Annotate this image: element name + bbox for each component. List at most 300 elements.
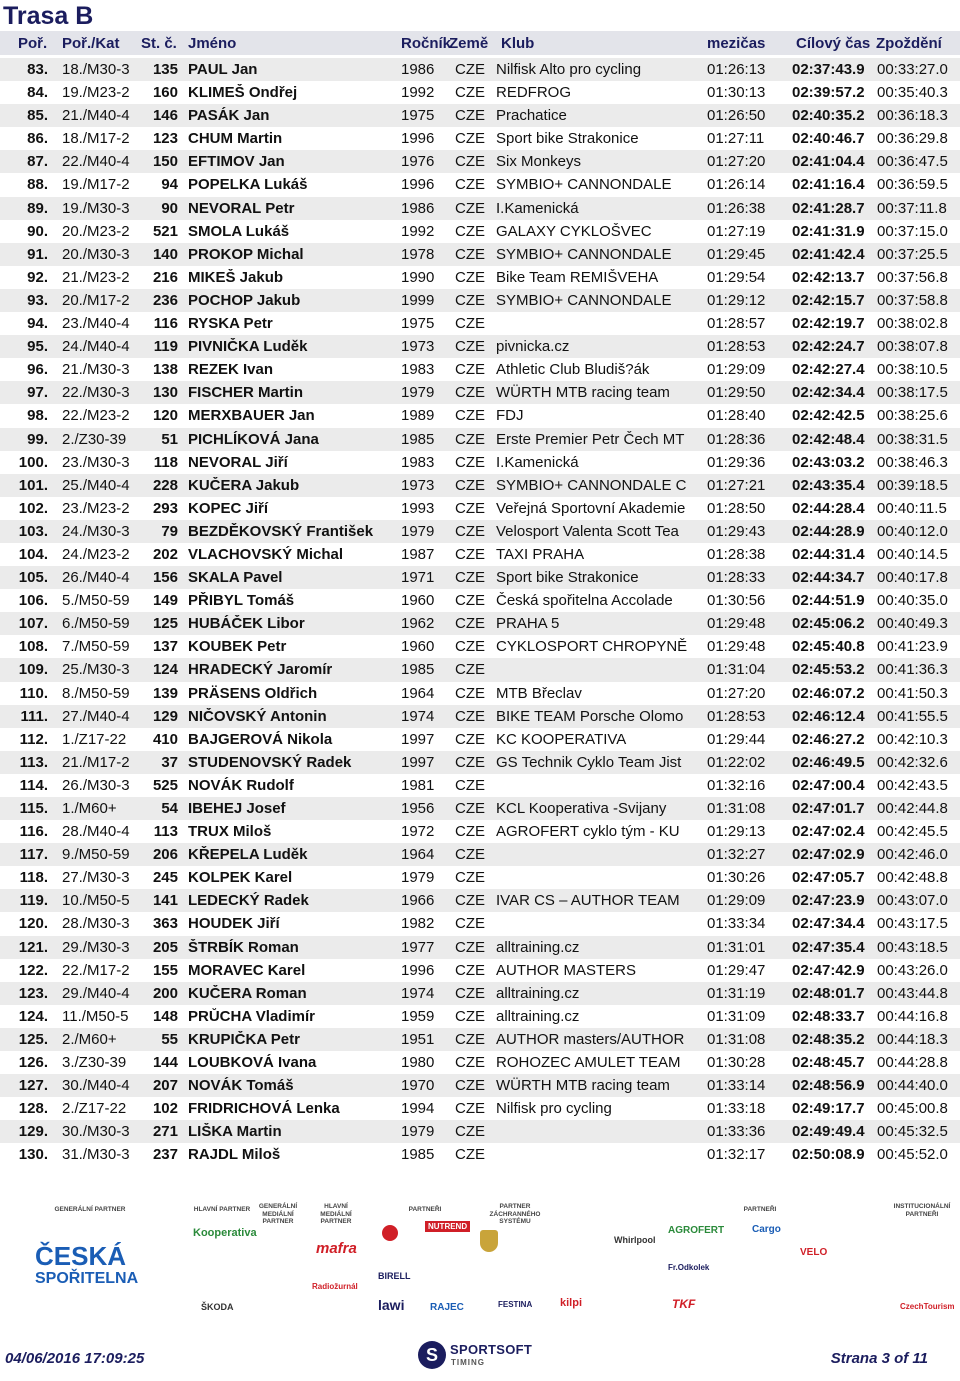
split-time-cell: 01:31:19 bbox=[707, 984, 766, 1002]
gap-cell: 00:42:46.0 bbox=[877, 846, 948, 864]
rank-cell: 115. bbox=[19, 800, 48, 817]
country-cell: CZE bbox=[455, 1030, 485, 1048]
bib-cell: 525 bbox=[152, 776, 178, 794]
bib-cell: 125 bbox=[152, 615, 178, 633]
split-time-cell: 01:27:20 bbox=[707, 153, 766, 171]
rank-cell: 109. bbox=[18, 661, 48, 679]
finish-time-cell: 02:44:51.9 bbox=[792, 592, 865, 610]
birth-year-cell: 1964 bbox=[401, 684, 435, 702]
result-row bbox=[0, 1051, 960, 1074]
category-rank-cell: 22./M30-3 bbox=[62, 384, 130, 402]
finish-time-cell: 02:42:24.7 bbox=[792, 338, 865, 356]
result-row bbox=[0, 820, 960, 843]
rank-cell: 88. bbox=[27, 176, 48, 194]
club-cell: Six Monkeys bbox=[496, 153, 582, 171]
bib-cell: 216 bbox=[152, 268, 178, 286]
name-cell: MORAVEC Karel bbox=[188, 961, 306, 979]
name-cell: PŘIBYL Tomáš bbox=[188, 592, 295, 610]
rank-cell: 117. bbox=[19, 846, 48, 864]
bib-cell: 54 bbox=[161, 800, 178, 817]
bib-cell: 139 bbox=[152, 684, 178, 702]
finish-time-cell: 02:39:57.2 bbox=[792, 84, 865, 102]
gap-cell: 00:45:52.0 bbox=[877, 1146, 948, 1164]
specialized-logo-icon bbox=[382, 1225, 398, 1241]
result-row bbox=[0, 474, 960, 497]
split-time-cell: 01:29:12 bbox=[707, 291, 766, 309]
result-row bbox=[0, 959, 960, 982]
finish-time-cell: 02:44:34.7 bbox=[792, 569, 865, 587]
gap-cell: 00:40:11.5 bbox=[877, 499, 947, 517]
finish-time-cell: 02:37:43.9 bbox=[792, 61, 865, 78]
name-cell: PRÄSENS Oldřich bbox=[188, 684, 318, 702]
club-cell: Erste Premier Petr Čech MT bbox=[496, 430, 685, 448]
category-rank-cell: 21./M23-2 bbox=[62, 268, 130, 286]
category-rank-cell: 7./M50-59 bbox=[62, 638, 130, 656]
gap-cell: 00:37:56.8 bbox=[877, 268, 948, 286]
country-cell: CZE bbox=[455, 245, 485, 263]
rank-cell: 116. bbox=[19, 823, 48, 841]
column-header-year: Ročník bbox=[401, 35, 452, 52]
gap-cell: 00:42:45.5 bbox=[877, 823, 948, 841]
birth-year-cell: 1996 bbox=[401, 961, 435, 979]
split-time-cell: 01:26:13 bbox=[707, 61, 766, 78]
result-row bbox=[0, 243, 960, 266]
split-time-cell: 01:30:13 bbox=[707, 84, 766, 102]
finish-time-cell: 02:48:45.7 bbox=[792, 1054, 865, 1072]
finish-time-cell: 02:47:02.4 bbox=[792, 823, 865, 841]
name-cell: KOPEC Jiří bbox=[188, 499, 269, 517]
gap-cell: 00:44:40.0 bbox=[877, 1077, 948, 1095]
country-cell: CZE bbox=[455, 984, 485, 1002]
rank-cell: 83. bbox=[27, 61, 48, 78]
bib-cell: 236 bbox=[152, 291, 178, 309]
birth-year-cell: 1981 bbox=[401, 776, 435, 794]
rank-cell: 123. bbox=[18, 984, 48, 1002]
name-cell: PRŮCHA Vladimír bbox=[188, 1007, 315, 1025]
gap-cell: 00:38:46.3 bbox=[877, 453, 948, 471]
bib-cell: 79 bbox=[161, 522, 178, 540]
finish-time-cell: 02:46:12.4 bbox=[792, 707, 865, 725]
result-row bbox=[0, 543, 960, 566]
bib-cell: 116 bbox=[153, 315, 178, 333]
club-cell: AUTHOR masters/AUTHOR bbox=[496, 1030, 685, 1048]
category-rank-cell: 28./M30-3 bbox=[62, 915, 130, 933]
country-cell: CZE bbox=[455, 338, 485, 356]
rank-cell: 104. bbox=[18, 545, 48, 563]
gap-cell: 00:42:32.6 bbox=[877, 753, 948, 771]
skoda-logo: ŠKODA bbox=[201, 1302, 234, 1312]
rank-cell: 130. bbox=[18, 1146, 48, 1164]
country-cell: CZE bbox=[455, 107, 485, 125]
country-cell: CZE bbox=[455, 1007, 485, 1025]
name-cell: LIŠKA Martin bbox=[188, 1123, 282, 1141]
bib-cell: 138 bbox=[152, 361, 178, 379]
country-cell: CZE bbox=[455, 61, 485, 78]
finish-time-cell: 02:46:49.5 bbox=[792, 753, 865, 771]
name-cell: BEZDĚKOVSKÝ František bbox=[188, 522, 374, 540]
name-cell: PIVNIČKA Luděk bbox=[188, 338, 308, 356]
bib-cell: 206 bbox=[152, 846, 178, 864]
country-cell: CZE bbox=[455, 499, 485, 517]
club-cell: SYMBIO+ CANNONDALE C bbox=[496, 476, 687, 494]
gap-cell: 00:36:18.3 bbox=[877, 107, 948, 125]
result-row bbox=[0, 451, 960, 474]
birth-year-cell: 1985 bbox=[401, 430, 435, 448]
club-cell: AUTHOR MASTERS bbox=[496, 961, 637, 979]
lawi-logo: lawi bbox=[378, 1297, 405, 1313]
name-cell: PAUL Jan bbox=[188, 61, 258, 78]
bib-cell: 123 bbox=[152, 130, 178, 148]
birth-year-cell: 1973 bbox=[401, 476, 435, 494]
birth-year-cell: 1962 bbox=[401, 615, 435, 633]
category-rank-cell: 22./M23-2 bbox=[62, 407, 130, 425]
gap-cell: 00:38:07.8 bbox=[877, 338, 948, 356]
country-cell: CZE bbox=[455, 869, 485, 887]
gap-cell: 00:42:44.8 bbox=[877, 800, 948, 817]
result-row bbox=[0, 104, 960, 127]
country-cell: CZE bbox=[455, 638, 485, 656]
name-cell: PASÁK Jan bbox=[188, 107, 270, 125]
birth-year-cell: 1977 bbox=[401, 938, 435, 956]
label-partners-1: PARTNEŘI bbox=[408, 1206, 442, 1213]
label-main-partner: HLAVNÍ PARTNER bbox=[193, 1206, 251, 1213]
column-header-name: Jméno bbox=[188, 35, 237, 52]
result-row bbox=[0, 982, 960, 1005]
gap-cell: 00:40:14.5 bbox=[877, 545, 948, 563]
country-cell: CZE bbox=[455, 661, 485, 679]
birth-year-cell: 1996 bbox=[401, 176, 435, 194]
birth-year-cell: 1964 bbox=[401, 846, 435, 864]
split-time-cell: 01:26:14 bbox=[707, 176, 766, 194]
category-rank-cell: 18./M30-3 bbox=[62, 61, 130, 78]
club-cell: Sport bike Strakonice bbox=[496, 130, 639, 148]
split-time-cell: 01:22:02 bbox=[707, 753, 766, 771]
birth-year-cell: 1986 bbox=[401, 61, 435, 78]
category-rank-cell: 18./M17-2 bbox=[62, 130, 130, 148]
club-cell: REDFROG bbox=[496, 84, 571, 102]
rank-cell: 90. bbox=[27, 222, 48, 240]
bib-cell: 410 bbox=[152, 730, 178, 748]
category-rank-cell: 11./M50-5 bbox=[62, 1007, 129, 1025]
bib-cell: 155 bbox=[152, 961, 178, 979]
rank-cell: 98. bbox=[27, 407, 48, 425]
club-cell: Nilfisk pro cycling bbox=[496, 1100, 612, 1118]
bib-cell: 113 bbox=[153, 823, 178, 841]
category-rank-cell: 2./Z17-22 bbox=[62, 1100, 127, 1118]
country-cell: CZE bbox=[455, 823, 485, 841]
result-row bbox=[0, 127, 960, 150]
finish-time-cell: 02:45:40.8 bbox=[792, 638, 865, 656]
result-row bbox=[0, 1120, 960, 1143]
label-general-media-partner: GENERÁLNÍ MEDIÁLNÍ PARTNER bbox=[258, 1203, 298, 1225]
birth-year-cell: 1992 bbox=[401, 84, 435, 102]
club-cell: CYKLOSPORT CHROPYNĚ bbox=[496, 638, 688, 656]
category-rank-cell: 20./M17-2 bbox=[62, 291, 130, 309]
result-row bbox=[0, 1143, 960, 1166]
rank-cell: 124. bbox=[18, 1007, 48, 1025]
country-cell: CZE bbox=[455, 199, 485, 217]
result-row bbox=[0, 682, 960, 705]
club-cell: KCL Kooperativa -Svijany bbox=[496, 800, 667, 817]
rank-cell: 126. bbox=[18, 1054, 48, 1072]
category-rank-cell: 20./M30-3 bbox=[62, 245, 130, 263]
bib-cell: 118 bbox=[153, 453, 178, 471]
result-row bbox=[0, 936, 960, 959]
country-cell: CZE bbox=[455, 1123, 485, 1141]
category-rank-cell: 19./M23-2 bbox=[62, 84, 130, 102]
birth-year-cell: 1983 bbox=[401, 453, 435, 471]
finish-time-cell: 02:41:28.7 bbox=[792, 199, 865, 217]
category-rank-cell: 26./M30-3 bbox=[62, 776, 130, 794]
gap-cell: 00:42:10.3 bbox=[877, 730, 948, 748]
name-cell: KOLPEK Karel bbox=[188, 869, 293, 887]
bib-cell: 207 bbox=[152, 1077, 178, 1095]
gap-cell: 00:36:29.8 bbox=[877, 130, 948, 148]
rank-cell: 110. bbox=[19, 684, 48, 702]
gap-cell: 00:33:27.0 bbox=[877, 61, 948, 78]
club-cell: FDJ bbox=[496, 407, 524, 425]
name-cell: NEVORAL Jiří bbox=[188, 453, 288, 471]
result-row bbox=[0, 866, 960, 889]
birth-year-cell: 1990 bbox=[401, 268, 435, 286]
category-rank-cell: 27./M40-4 bbox=[62, 707, 130, 725]
club-cell: BIKE TEAM Porsche Olomo bbox=[496, 707, 684, 725]
finish-time-cell: 02:43:35.4 bbox=[792, 476, 865, 494]
country-cell: CZE bbox=[455, 130, 485, 148]
category-rank-cell: 22./M40-4 bbox=[62, 153, 130, 171]
country-cell: CZE bbox=[455, 476, 485, 494]
category-rank-cell: 23./M23-2 bbox=[62, 499, 130, 517]
result-row bbox=[0, 774, 960, 797]
coat-of-arms-icon bbox=[480, 1230, 498, 1252]
column-header-rank: Poř. bbox=[18, 35, 48, 52]
finish-time-cell: 02:41:16.4 bbox=[792, 176, 865, 194]
country-cell: CZE bbox=[455, 1077, 485, 1095]
finish-time-cell: 02:47:00.4 bbox=[792, 776, 865, 794]
gap-cell: 00:35:40.3 bbox=[877, 84, 948, 102]
bib-cell: 293 bbox=[152, 499, 178, 517]
split-time-cell: 01:32:17 bbox=[707, 1146, 766, 1164]
split-time-cell: 01:29:36 bbox=[707, 453, 766, 471]
rank-cell: 112. bbox=[19, 730, 48, 748]
rank-cell: 122. bbox=[18, 961, 48, 979]
rank-cell: 119. bbox=[19, 892, 48, 910]
gap-cell: 00:45:32.5 bbox=[877, 1123, 948, 1141]
split-time-cell: 01:29:13 bbox=[707, 823, 766, 841]
country-cell: CZE bbox=[455, 938, 485, 956]
cargo-logo: Cargo bbox=[752, 1224, 781, 1235]
club-cell: Nilfisk Alto pro cycling bbox=[496, 61, 642, 78]
result-row bbox=[0, 1097, 960, 1120]
split-time-cell: 01:27:19 bbox=[707, 222, 766, 240]
bib-cell: 90 bbox=[161, 199, 178, 217]
birth-year-cell: 1987 bbox=[401, 545, 435, 563]
column-header-club: Klub bbox=[501, 35, 535, 52]
result-row bbox=[0, 612, 960, 635]
gap-cell: 00:39:18.5 bbox=[877, 476, 948, 494]
club-cell: alltraining.cz bbox=[496, 1007, 580, 1025]
category-rank-cell: 24./M23-2 bbox=[62, 545, 130, 563]
category-rank-cell: 1./Z17-22 bbox=[62, 730, 127, 748]
gap-cell: 00:41:36.3 bbox=[877, 661, 948, 679]
country-cell: CZE bbox=[455, 545, 485, 563]
result-row bbox=[0, 728, 960, 751]
column-header-gap: Zpoždění bbox=[876, 35, 942, 52]
name-cell: PROKOP Michal bbox=[188, 245, 304, 263]
kooperativa-logo: Kooperativa bbox=[193, 1227, 257, 1239]
finish-time-cell: 02:49:49.4 bbox=[792, 1123, 865, 1141]
name-cell: LEDECKÝ Radek bbox=[188, 892, 309, 910]
club-cell: ROHOZEC AMULET TEAM bbox=[496, 1054, 681, 1072]
gap-cell: 00:43:44.8 bbox=[877, 984, 948, 1002]
birth-year-cell: 1979 bbox=[401, 384, 435, 402]
club-cell: I.Kamenická bbox=[496, 453, 579, 471]
czechtourism-logo: CzechTourism bbox=[900, 1302, 955, 1311]
country-cell: CZE bbox=[455, 961, 485, 979]
rank-cell: 120. bbox=[18, 915, 48, 933]
country-cell: CZE bbox=[455, 222, 485, 240]
split-time-cell: 01:28:53 bbox=[707, 338, 766, 356]
birth-year-cell: 1983 bbox=[401, 361, 435, 379]
gap-cell: 00:38:02.8 bbox=[877, 315, 948, 333]
ceska-sporitelna-logo: ČESKÁ bbox=[35, 1241, 127, 1271]
gap-cell: 00:40:12.0 bbox=[877, 522, 948, 540]
split-time-cell: 01:33:36 bbox=[707, 1123, 766, 1141]
finish-time-cell: 02:47:01.7 bbox=[792, 800, 865, 817]
country-cell: CZE bbox=[455, 753, 485, 771]
result-row bbox=[0, 1028, 960, 1051]
bib-cell: 521 bbox=[152, 222, 178, 240]
page-number: Strana 3 of 11 bbox=[830, 1350, 928, 1367]
birth-year-cell: 1992 bbox=[401, 222, 435, 240]
country-cell: CZE bbox=[455, 776, 485, 794]
finish-time-cell: 02:48:35.2 bbox=[792, 1030, 865, 1048]
birth-year-cell: 1985 bbox=[401, 1146, 435, 1164]
country-cell: CZE bbox=[455, 615, 485, 633]
finish-time-cell: 02:42:48.4 bbox=[792, 430, 865, 448]
category-rank-cell: 2./M60+ bbox=[62, 1030, 117, 1048]
split-time-cell: 01:29:48 bbox=[707, 615, 766, 633]
column-header-bib: St. č. bbox=[141, 35, 177, 52]
bib-cell: 245 bbox=[152, 869, 178, 887]
name-cell: NOVÁK Tomáš bbox=[188, 1077, 294, 1095]
finish-time-cell: 02:48:01.7 bbox=[792, 984, 865, 1002]
ceska-sporitelna-logo-sub: SPOŘITELNA bbox=[35, 1270, 139, 1287]
name-cell: NEVORAL Petr bbox=[188, 199, 295, 217]
name-cell: IBEHEJ Josef bbox=[188, 800, 286, 817]
finish-time-cell: 02:42:19.7 bbox=[792, 315, 865, 333]
name-cell: POPELKA Lukáš bbox=[188, 176, 308, 194]
bib-cell: 156 bbox=[152, 569, 178, 587]
country-cell: CZE bbox=[455, 1146, 485, 1164]
rank-cell: 108. bbox=[18, 638, 48, 656]
name-cell: RYSKA Petr bbox=[188, 315, 273, 333]
rank-cell: 102. bbox=[18, 499, 48, 517]
club-cell: Velosport Valenta Scott Tea bbox=[496, 522, 679, 540]
rank-cell: 127. bbox=[18, 1077, 48, 1095]
category-rank-cell: 19./M30-3 bbox=[62, 199, 130, 217]
sportsoft-icon: S bbox=[418, 1341, 446, 1369]
name-cell: KLIMEŠ Ondřej bbox=[188, 84, 298, 102]
birth-year-cell: 1959 bbox=[401, 1007, 435, 1025]
birth-year-cell: 1973 bbox=[401, 338, 435, 356]
country-cell: CZE bbox=[455, 268, 485, 286]
club-cell: TAXI PRAHA bbox=[496, 545, 585, 563]
split-time-cell: 01:26:50 bbox=[707, 107, 766, 125]
finish-time-cell: 02:46:07.2 bbox=[792, 684, 865, 702]
birth-year-cell: 1975 bbox=[401, 315, 435, 333]
finish-time-cell: 02:42:27.4 bbox=[792, 361, 865, 379]
birth-year-cell: 1997 bbox=[401, 730, 435, 748]
rank-cell: 105. bbox=[18, 569, 48, 587]
split-time-cell: 01:26:38 bbox=[707, 199, 766, 217]
split-time-cell: 01:28:40 bbox=[707, 407, 766, 425]
print-datetime: 04/06/2016 17:09:25 bbox=[5, 1350, 145, 1367]
finish-time-cell: 02:44:28.9 bbox=[792, 522, 865, 540]
rank-cell: 103. bbox=[18, 522, 48, 540]
column-header-country: Země bbox=[449, 35, 489, 52]
bib-cell: 160 bbox=[152, 84, 178, 102]
birth-year-cell: 1989 bbox=[401, 407, 435, 425]
bib-cell: 202 bbox=[152, 545, 178, 563]
name-cell: SMOLA Lukáš bbox=[188, 222, 290, 240]
country-cell: CZE bbox=[455, 892, 485, 910]
name-cell: VLACHOVSKÝ Michal bbox=[188, 545, 344, 563]
result-row bbox=[0, 751, 960, 774]
rank-cell: 93. bbox=[27, 291, 48, 309]
name-cell: POCHOP Jakub bbox=[188, 291, 301, 309]
finish-time-cell: 02:45:53.2 bbox=[792, 661, 865, 679]
birell-logo: BIRELL bbox=[378, 1271, 411, 1281]
birth-year-cell: 1986 bbox=[401, 199, 435, 217]
finish-time-cell: 02:43:03.2 bbox=[792, 453, 865, 471]
rank-cell: 91. bbox=[27, 245, 48, 263]
category-rank-cell: 30./M40-4 bbox=[62, 1077, 130, 1095]
country-cell: CZE bbox=[455, 522, 485, 540]
gap-cell: 00:37:58.8 bbox=[877, 291, 948, 309]
birth-year-cell: 1976 bbox=[401, 153, 435, 171]
club-cell: Sport bike Strakonice bbox=[496, 569, 639, 587]
result-row bbox=[0, 658, 960, 681]
sportsoft-timing-wordmark: TIMING bbox=[451, 1358, 485, 1367]
split-time-cell: 01:30:56 bbox=[707, 592, 766, 610]
category-rank-cell: 25./M40-4 bbox=[62, 476, 130, 494]
finish-time-cell: 02:41:31.9 bbox=[792, 222, 865, 240]
name-cell: BAJGEROVÁ Nikola bbox=[188, 730, 333, 748]
bib-cell: 124 bbox=[152, 661, 178, 679]
club-cell: Veřejná Sportovní Akademie bbox=[496, 499, 686, 517]
split-time-cell: 01:28:36 bbox=[707, 430, 766, 448]
finish-time-cell: 02:49:17.7 bbox=[792, 1100, 865, 1118]
birth-year-cell: 1979 bbox=[401, 522, 435, 540]
label-partners-2: PARTNEŘI bbox=[743, 1206, 777, 1213]
rank-cell: 106. bbox=[18, 592, 48, 610]
gap-cell: 00:38:10.5 bbox=[877, 361, 948, 379]
country-cell: CZE bbox=[455, 1100, 485, 1118]
birth-year-cell: 1997 bbox=[401, 753, 435, 771]
club-cell: GS Technik Cyklo Team Jist bbox=[496, 753, 682, 771]
country-cell: CZE bbox=[455, 176, 485, 194]
finish-time-cell: 02:45:06.2 bbox=[792, 615, 865, 633]
name-cell: MERXBAUER Jan bbox=[188, 407, 315, 425]
split-time-cell: 01:32:16 bbox=[707, 776, 766, 794]
results-table bbox=[0, 58, 960, 1167]
name-cell: NOVÁK Rudolf bbox=[188, 776, 294, 794]
split-time-cell: 01:29:09 bbox=[707, 361, 766, 379]
nutrend-logo: NUTREND bbox=[425, 1221, 470, 1232]
gap-cell: 00:41:23.9 bbox=[877, 638, 948, 656]
birth-year-cell: 1966 bbox=[401, 892, 435, 910]
